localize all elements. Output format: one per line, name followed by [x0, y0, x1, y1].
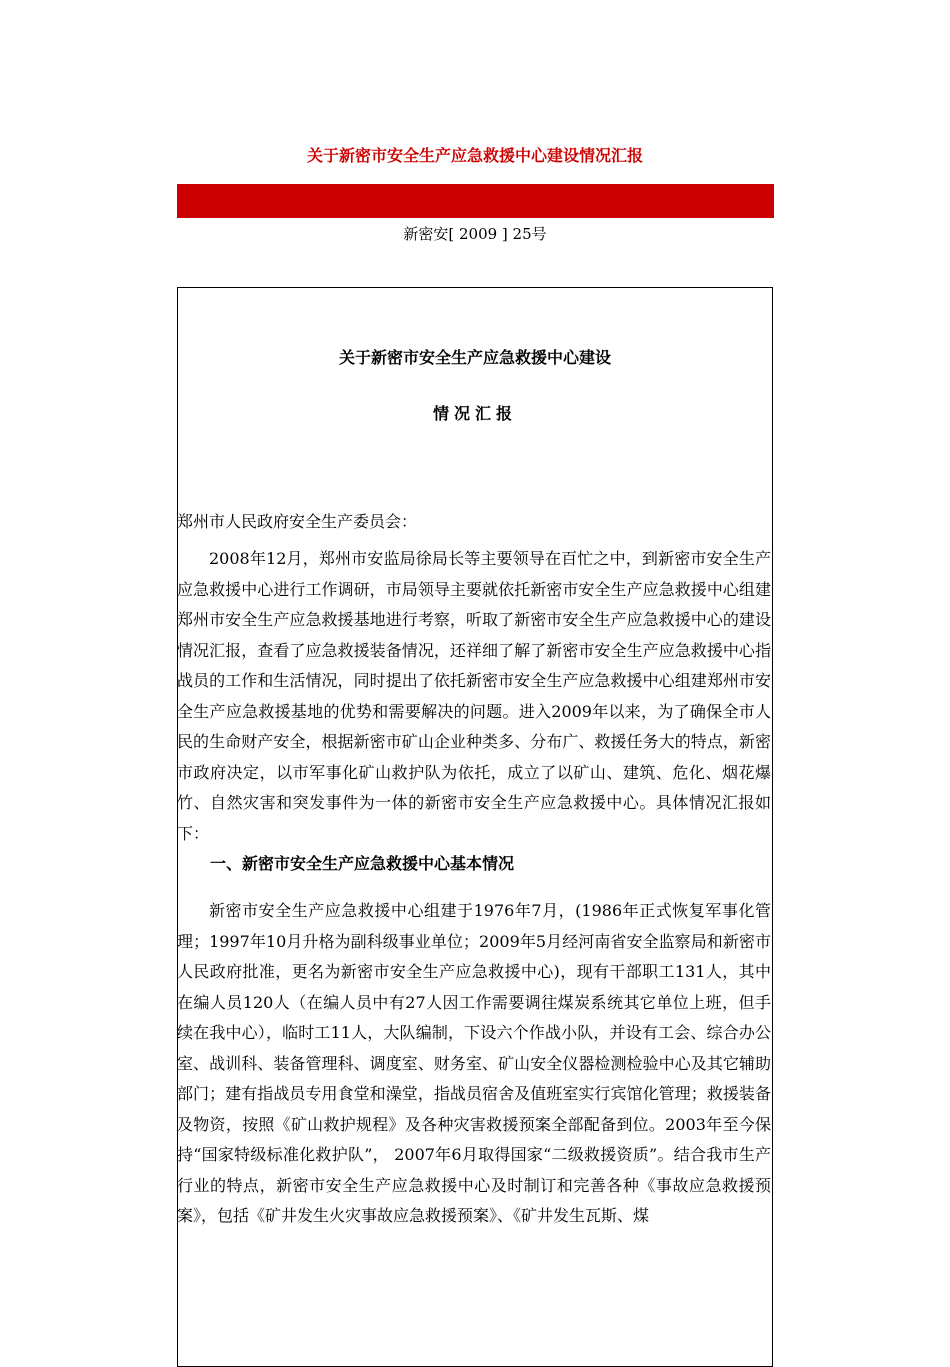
inner-title-line-1: 关于新密市安全生产应急救援中心建设 — [338, 348, 611, 367]
header-title: 关于新密市安全生产应急救援中心建设情况汇报 — [306, 146, 643, 165]
paragraph-1: 2008年12月，郑州市安监局徐局长等主要领导在百忙之中，到新密市安全生产应急救援中心进行工作调研，市局领导主要就依托新密市安全生产应急救援中心组建郑州市安全生产应急救援基地进行考察，听取了新密市安全生产应急救援中心的建设情况汇报，查看了应急救援装备情况，还祥细了解了新密市安全生产应急救援中心指战员的工作和生活情况，同时提出了依托新密市安全生产应急救援中心组建郑州市安全生产应急救援基地的优势和需要解决的问题。进入2009年以来，为了确保全市人民的生命财产安全，根据新密市矿山企业种类多、分布广、救援任务大的特点，新密市政府决定，以市军事化矿山救护队为依托，成立了以矿山、建筑、危化、烟花爆竹、自然灾害和突发事件为一体的新密市安全生产应急救援中心。具体情况汇报如下： — [177, 549, 771, 843]
inner-title-line-2: 情况汇报 — [432, 404, 517, 423]
salutation: 郑州市人民政府安全生产委员会： — [177, 512, 418, 531]
red-header-bar — [177, 184, 774, 218]
paragraph-2: 新密市安全生产应急救援中心组建于1976年7月，(1986年正式恢复军事化管理；1997年10月升格为副科级事业单位；2009年5月经河南省安全监察局和新密市人民政府批准，更名为新密市安全生产应急救援中心)，现有干部职工131人，其中在编人员120人（在编人员中有27人因工作需要调往煤炭系统其它单位上班，但手续在我中心），临时工11人，大队编制，下设六个作战小队，并设有工会、综合办公室、战训科、装备管理科、调度室、财务室、矿山安全仪器检测检验中心及其它辅助部门；建有指战员专用食堂和澡堂，指战员宿舍及值班室实行宾馆化管理；救援装备及物资，按照《矿山救护规程》及各种灾害救援预案全部配备到位。2003年至今保持“国家特级标准化救护队”， 2007年6月取得国家“二级救援资质”。结合我市生产行业的特点，新密市安全生产应急救援中心及时制订和完善各种《事故应急救援预案》，包括《矿井发生火灾事故应急救援预案》、《矿井发生瓦斯、煤 — [177, 901, 771, 1225]
section-1-heading: 一、新密市安全生产应急救援中心基本情况 — [210, 854, 515, 873]
document-number: 新密安[ 2009 ] 25号 — [403, 225, 547, 243]
document-frame — [177, 287, 773, 1367]
